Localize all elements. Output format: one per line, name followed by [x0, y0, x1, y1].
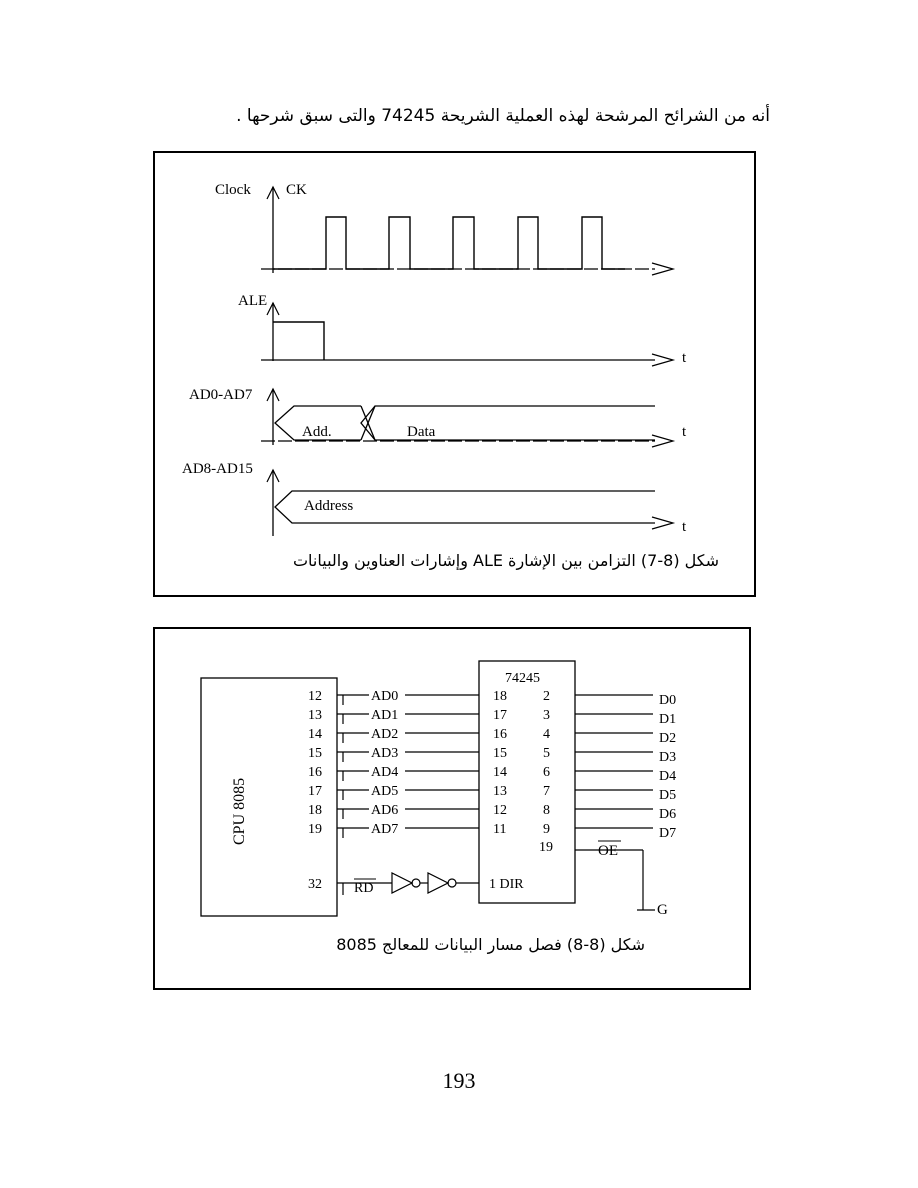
cpu-pin-32: 32	[308, 877, 322, 892]
rd-label: RD	[354, 881, 374, 896]
add-label: Add.	[302, 424, 332, 440]
intro-text: أنه من الشرائح المرشحة لهذه العملية الشريحة 74245 والتى سبق شرحها .	[236, 106, 770, 126]
ale-waveform	[273, 322, 324, 360]
ad0-ad7-t-label: t	[682, 424, 687, 440]
address-label: Address	[304, 498, 354, 514]
data-line-label-0: D0	[659, 693, 677, 708]
cpu-pin-3: 15	[308, 746, 322, 761]
ad8-ad15-t-label: t	[682, 519, 687, 535]
ad8-ad15-time-arrow	[652, 517, 673, 529]
chip-in-pin-1: 17	[493, 708, 507, 723]
chip-out-pin-7: 9	[543, 822, 550, 837]
chip-out-pin-5: 7	[543, 784, 550, 799]
cpu-pin-7: 19	[308, 822, 322, 837]
ale-t-label: t	[682, 350, 687, 366]
addr-line-label-0: AD0	[371, 689, 399, 704]
cpu-pin-2: 14	[308, 727, 322, 742]
ad0-ad7-time-arrow	[652, 435, 673, 447]
chip-out-pin-6: 8	[543, 803, 550, 818]
chip-out-pin-1: 3	[543, 708, 550, 723]
cpu-pin-0: 12	[308, 689, 322, 704]
addr-line-label-1: AD1	[371, 708, 399, 723]
clock-waveform	[273, 217, 625, 269]
addr-line-label-3: AD3	[371, 746, 399, 761]
cpu-pin-6: 18	[308, 803, 322, 818]
ad0-ad7-label: AD0-AD7	[189, 387, 253, 403]
g-label: G	[657, 902, 668, 918]
figure2-caption: شكل (8-8) فصل مسار البيانات للمعالج 8085	[336, 935, 645, 954]
inverter-2	[428, 873, 448, 893]
data-line-label-1: D1	[659, 712, 677, 727]
cpu-pin-4: 16	[308, 765, 322, 780]
cpu-label: CPU 8085	[231, 777, 248, 845]
addr-line-label-6: AD6	[371, 803, 399, 818]
data-line-label-3: D3	[659, 750, 677, 765]
oe-label: OE	[598, 843, 618, 859]
chip-in-pin-6: 12	[493, 803, 507, 818]
addr-line-label-5: AD5	[371, 784, 399, 799]
chip-in-pin-2: 16	[493, 727, 507, 742]
ad0-ad7-data-bus	[361, 406, 655, 440]
data-line-label-6: D6	[659, 807, 677, 822]
data-line-label-4: D4	[659, 769, 677, 784]
data-line-label-5: D5	[659, 788, 677, 803]
data-label: Data	[407, 424, 436, 440]
addr-line-label-2: AD2	[371, 727, 399, 742]
chip-in-pin-4: 14	[493, 765, 507, 780]
addr-line-label-7: AD7	[371, 822, 399, 837]
chip-out-pin-4: 6	[543, 765, 550, 780]
chip-74245-label: 74245	[505, 671, 540, 686]
chip-in-pin-7: 11	[493, 822, 507, 837]
ck-label: CK	[286, 182, 307, 198]
figure1-caption: شكل (8-7) التزامن بين الإشارة ALE وإشارات العناوين والبيانات	[292, 551, 719, 570]
data-line-label-7: D7	[659, 826, 677, 841]
timing-diagram	[155, 153, 755, 595]
inverter-1	[392, 873, 412, 893]
ale-time-arrow	[652, 354, 673, 366]
cpu-pin-1: 13	[308, 708, 322, 723]
cpu-pin-5: 17	[308, 784, 322, 799]
chip-out-pin-2: 4	[543, 727, 550, 742]
chip-in-pin-0: 18	[493, 689, 507, 704]
chip-out-pin-0: 2	[543, 689, 550, 704]
clock-time-arrow	[652, 263, 673, 275]
clock-label: Clock	[215, 182, 251, 198]
timing-diagram-figure	[153, 151, 756, 597]
data-line-label-2: D2	[659, 731, 677, 746]
chip-in-pin-3: 15	[493, 746, 507, 761]
dir-label: 1 DIR	[489, 877, 524, 892]
page-number: 193	[442, 1068, 476, 1093]
addr-line-label-4: AD4	[371, 765, 399, 780]
ad8-ad15-label: AD8-AD15	[182, 461, 253, 477]
chip-out-pin-3: 5	[543, 746, 550, 761]
chip-in-pin-5: 13	[493, 784, 507, 799]
bus-rows	[308, 687, 676, 841]
circuit-figure	[153, 627, 751, 990]
ale-label: ALE	[238, 293, 268, 309]
chip-pin-19: 19	[539, 840, 553, 855]
